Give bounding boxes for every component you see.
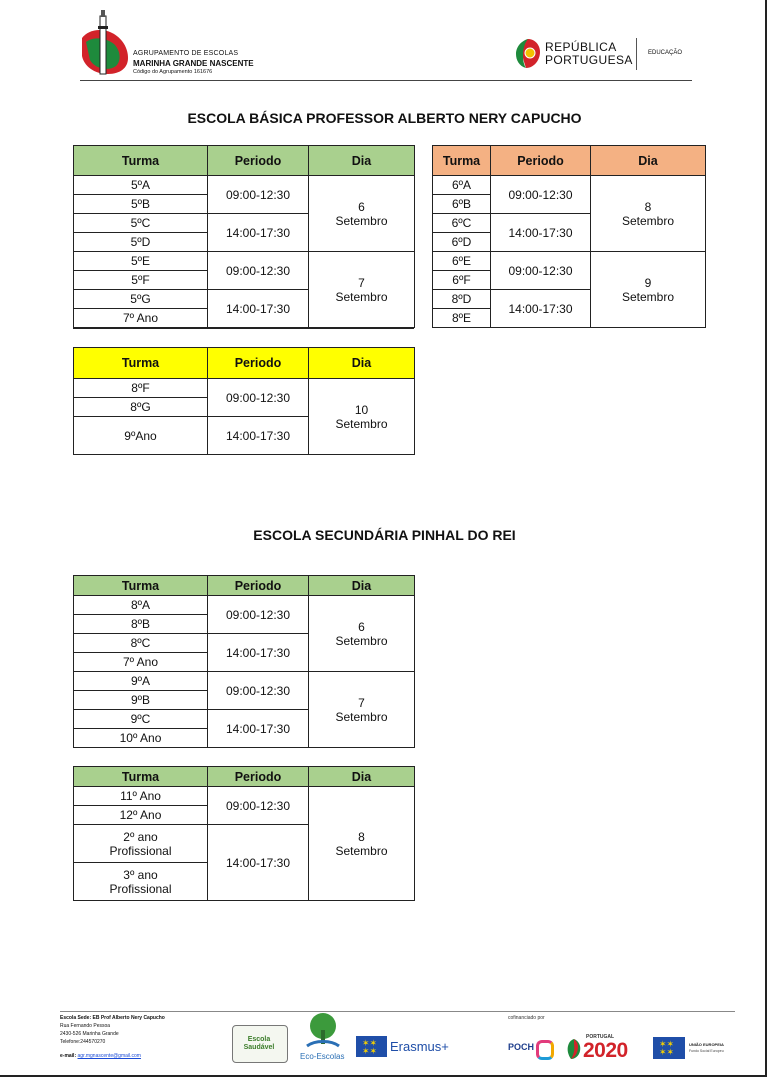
turma-cell: 8ºG (74, 398, 208, 417)
schedule-table-basica-10 (73, 347, 415, 455)
col-header-periodo: Periodo (208, 348, 309, 379)
period-cell: 14:00-17:30 (208, 214, 309, 252)
period-cell: 09:00-12:30 (208, 379, 309, 417)
day-cell: 7 Setembro (309, 672, 415, 748)
group-name-line1: AGRUPAMENTO DE ESCOLAS (133, 50, 239, 57)
period-cell: 14:00-17:30 (491, 290, 591, 328)
turma-cell: 6ºC (433, 214, 491, 233)
footer-email (60, 1053, 141, 1059)
republic-logo (512, 38, 692, 74)
republic-emblem-icon (514, 38, 542, 70)
portugal-emblem-icon (566, 1038, 582, 1060)
period-cell: 09:00-12:30 (208, 672, 309, 710)
header-divider (80, 80, 692, 81)
turma-cell: 8ºC (74, 634, 208, 653)
email-link[interactable]: agr.mgnascente@gmail.com (77, 1053, 141, 1059)
turma-cell: 9ºAno (74, 417, 208, 455)
period-cell: 09:00-12:30 (491, 252, 591, 290)
turma-cell: 12º Ano (74, 806, 208, 825)
turma-cell: 6ºE (433, 252, 491, 271)
turma-cell: 8ºF (74, 379, 208, 398)
col-header-dia: Dia (309, 767, 415, 787)
period-cell: 14:00-17:30 (208, 825, 309, 901)
escola-saudavel-label: Escola Saudável (243, 1036, 275, 1051)
turma-cell: 9ºB (74, 691, 208, 710)
tower-logo-icon (80, 8, 132, 76)
day-cell: 6 Setembro (309, 596, 415, 672)
col-header-turma: Turma (433, 146, 491, 176)
col-header-periodo: Periodo (208, 576, 309, 596)
turma-cell: 8ºA (74, 596, 208, 615)
ue-label: UNIÃO EUROPEIA (689, 1042, 724, 1047)
turma-cell: 6ºA (433, 176, 491, 195)
turma-cell: 5ºF (74, 271, 208, 290)
eco-tree-icon (303, 1012, 343, 1050)
col-header-periodo: Periodo (208, 767, 309, 787)
school-group-logo (80, 8, 254, 78)
erasmus-label: Erasmus+ (390, 1039, 449, 1054)
day-cell: 6 Setembro (309, 176, 415, 252)
day-cell: 8 Setembro (591, 176, 706, 252)
turma-cell: 9ºC (74, 710, 208, 729)
turma-cell: 6ºB (433, 195, 491, 214)
poch-swirl-icon (536, 1040, 554, 1060)
turma-cell: 10º Ano (74, 729, 208, 748)
period-cell: 14:00-17:30 (208, 290, 309, 328)
ministry-label: EDUCAÇÃO (648, 50, 683, 56)
logo-divider (636, 38, 637, 70)
footer-street: Rua Fernando Pessoa (60, 1023, 111, 1029)
turma-cell: 7º Ano (74, 653, 208, 672)
eu-flag-icon: ✶✶ ✶✶ (356, 1036, 387, 1057)
turma-cell: 5ºG (74, 290, 208, 309)
turma-cell: 5ºB (74, 195, 208, 214)
col-header-turma: Turma (74, 767, 208, 787)
schedule-table-secundaria-6-7 (73, 575, 415, 748)
turma-cell: 3º ano Profissional (74, 863, 208, 901)
escola-saudavel-logo (232, 1025, 288, 1063)
col-header-dia: Dia (309, 576, 415, 596)
col-header-turma: Turma (74, 146, 208, 176)
turma-cell: 2º ano Profissional (74, 825, 208, 863)
col-header-dia: Dia (309, 348, 415, 379)
period-cell: 09:00-12:30 (491, 176, 591, 214)
day-cell: 9 Setembro (591, 252, 706, 328)
republic-line1: REPÚBLICA (545, 40, 617, 54)
period-cell: 14:00-17:30 (208, 417, 309, 455)
email-label: e-mail: (60, 1053, 77, 1059)
fse-label: Fundo Social Europeu (689, 1049, 724, 1053)
col-header-turma: Turma (74, 576, 208, 596)
table-gap-line (73, 328, 414, 329)
turma-cell: 8ºB (74, 615, 208, 634)
turma-cell: 5ºD (74, 233, 208, 252)
turma-cell: 8ºD (433, 290, 491, 309)
schedule-table-secundaria-8 (73, 766, 415, 901)
eu-fse-logo (653, 1037, 733, 1063)
period-cell: 14:00-17:30 (208, 710, 309, 748)
schedule-table-basica-8-9 (432, 145, 706, 328)
col-header-periodo: Periodo (208, 146, 309, 176)
turma-cell: 8ºE (433, 309, 491, 328)
turma-cell: 5ºE (74, 252, 208, 271)
eu-flag-icon: ✶✶ ✶✶ (653, 1037, 685, 1059)
footer-sede: Escola Sede: EB Prof Alberto Nery Capucho (60, 1015, 165, 1021)
erasmus-logo (356, 1036, 461, 1060)
col-header-dia: Dia (591, 146, 706, 176)
day-cell: 8 Setembro (309, 787, 415, 901)
turma-cell: 6ºF (433, 271, 491, 290)
eco-escolas-logo (300, 1012, 346, 1064)
period-cell: 09:00-12:30 (208, 176, 309, 214)
col-header-turma: Turma (74, 348, 208, 379)
col-header-dia: Dia (309, 146, 415, 176)
section-title-secundaria: ESCOLA SECUNDÁRIA PINHAL DO REI (253, 527, 516, 543)
schedule-table-basica-6-7 (73, 145, 415, 328)
portugal-label: PORTUGAL (586, 1034, 615, 1040)
portugal-2020-logo (566, 1034, 642, 1064)
poch-label: POCH (508, 1042, 535, 1052)
group-code: Código do Agrupamento 161676 (133, 69, 213, 75)
footer-divider (60, 1011, 735, 1012)
turma-cell: 9ºA (74, 672, 208, 691)
turma-cell: 11º Ano (74, 787, 208, 806)
day-cell: 7 Setembro (309, 252, 415, 328)
period-cell: 14:00-17:30 (491, 214, 591, 252)
poch-logo (508, 1038, 552, 1062)
period-cell: 14:00-17:30 (208, 634, 309, 672)
group-name-line2: MARINHA GRANDE NASCENTE (133, 59, 254, 68)
turma-cell: 7º Ano (74, 309, 208, 328)
turma-cell: 5ºA (74, 176, 208, 195)
period-cell: 09:00-12:30 (208, 252, 309, 290)
period-cell: 09:00-12:30 (208, 596, 309, 634)
cofinanced-label: cofinanciado por (508, 1015, 545, 1021)
footer-phone: Telefone:244570270 (60, 1039, 106, 1045)
p2020-label: 2020 (583, 1039, 628, 1062)
section-title-basica: ESCOLA BÁSICA PROFESSOR ALBERTO NERY CAPUCHO (187, 110, 582, 126)
turma-cell: 6ºD (433, 233, 491, 252)
footer-postal: 2430-526 Marinha Grande (60, 1031, 119, 1037)
eco-escolas-label: Eco-Escolas (300, 1052, 345, 1061)
turma-cell: 5ºC (74, 214, 208, 233)
period-cell: 09:00-12:30 (208, 787, 309, 825)
col-header-periodo: Periodo (491, 146, 591, 176)
day-cell: 10 Setembro (309, 379, 415, 455)
republic-line2: PORTUGUESA (545, 53, 633, 67)
